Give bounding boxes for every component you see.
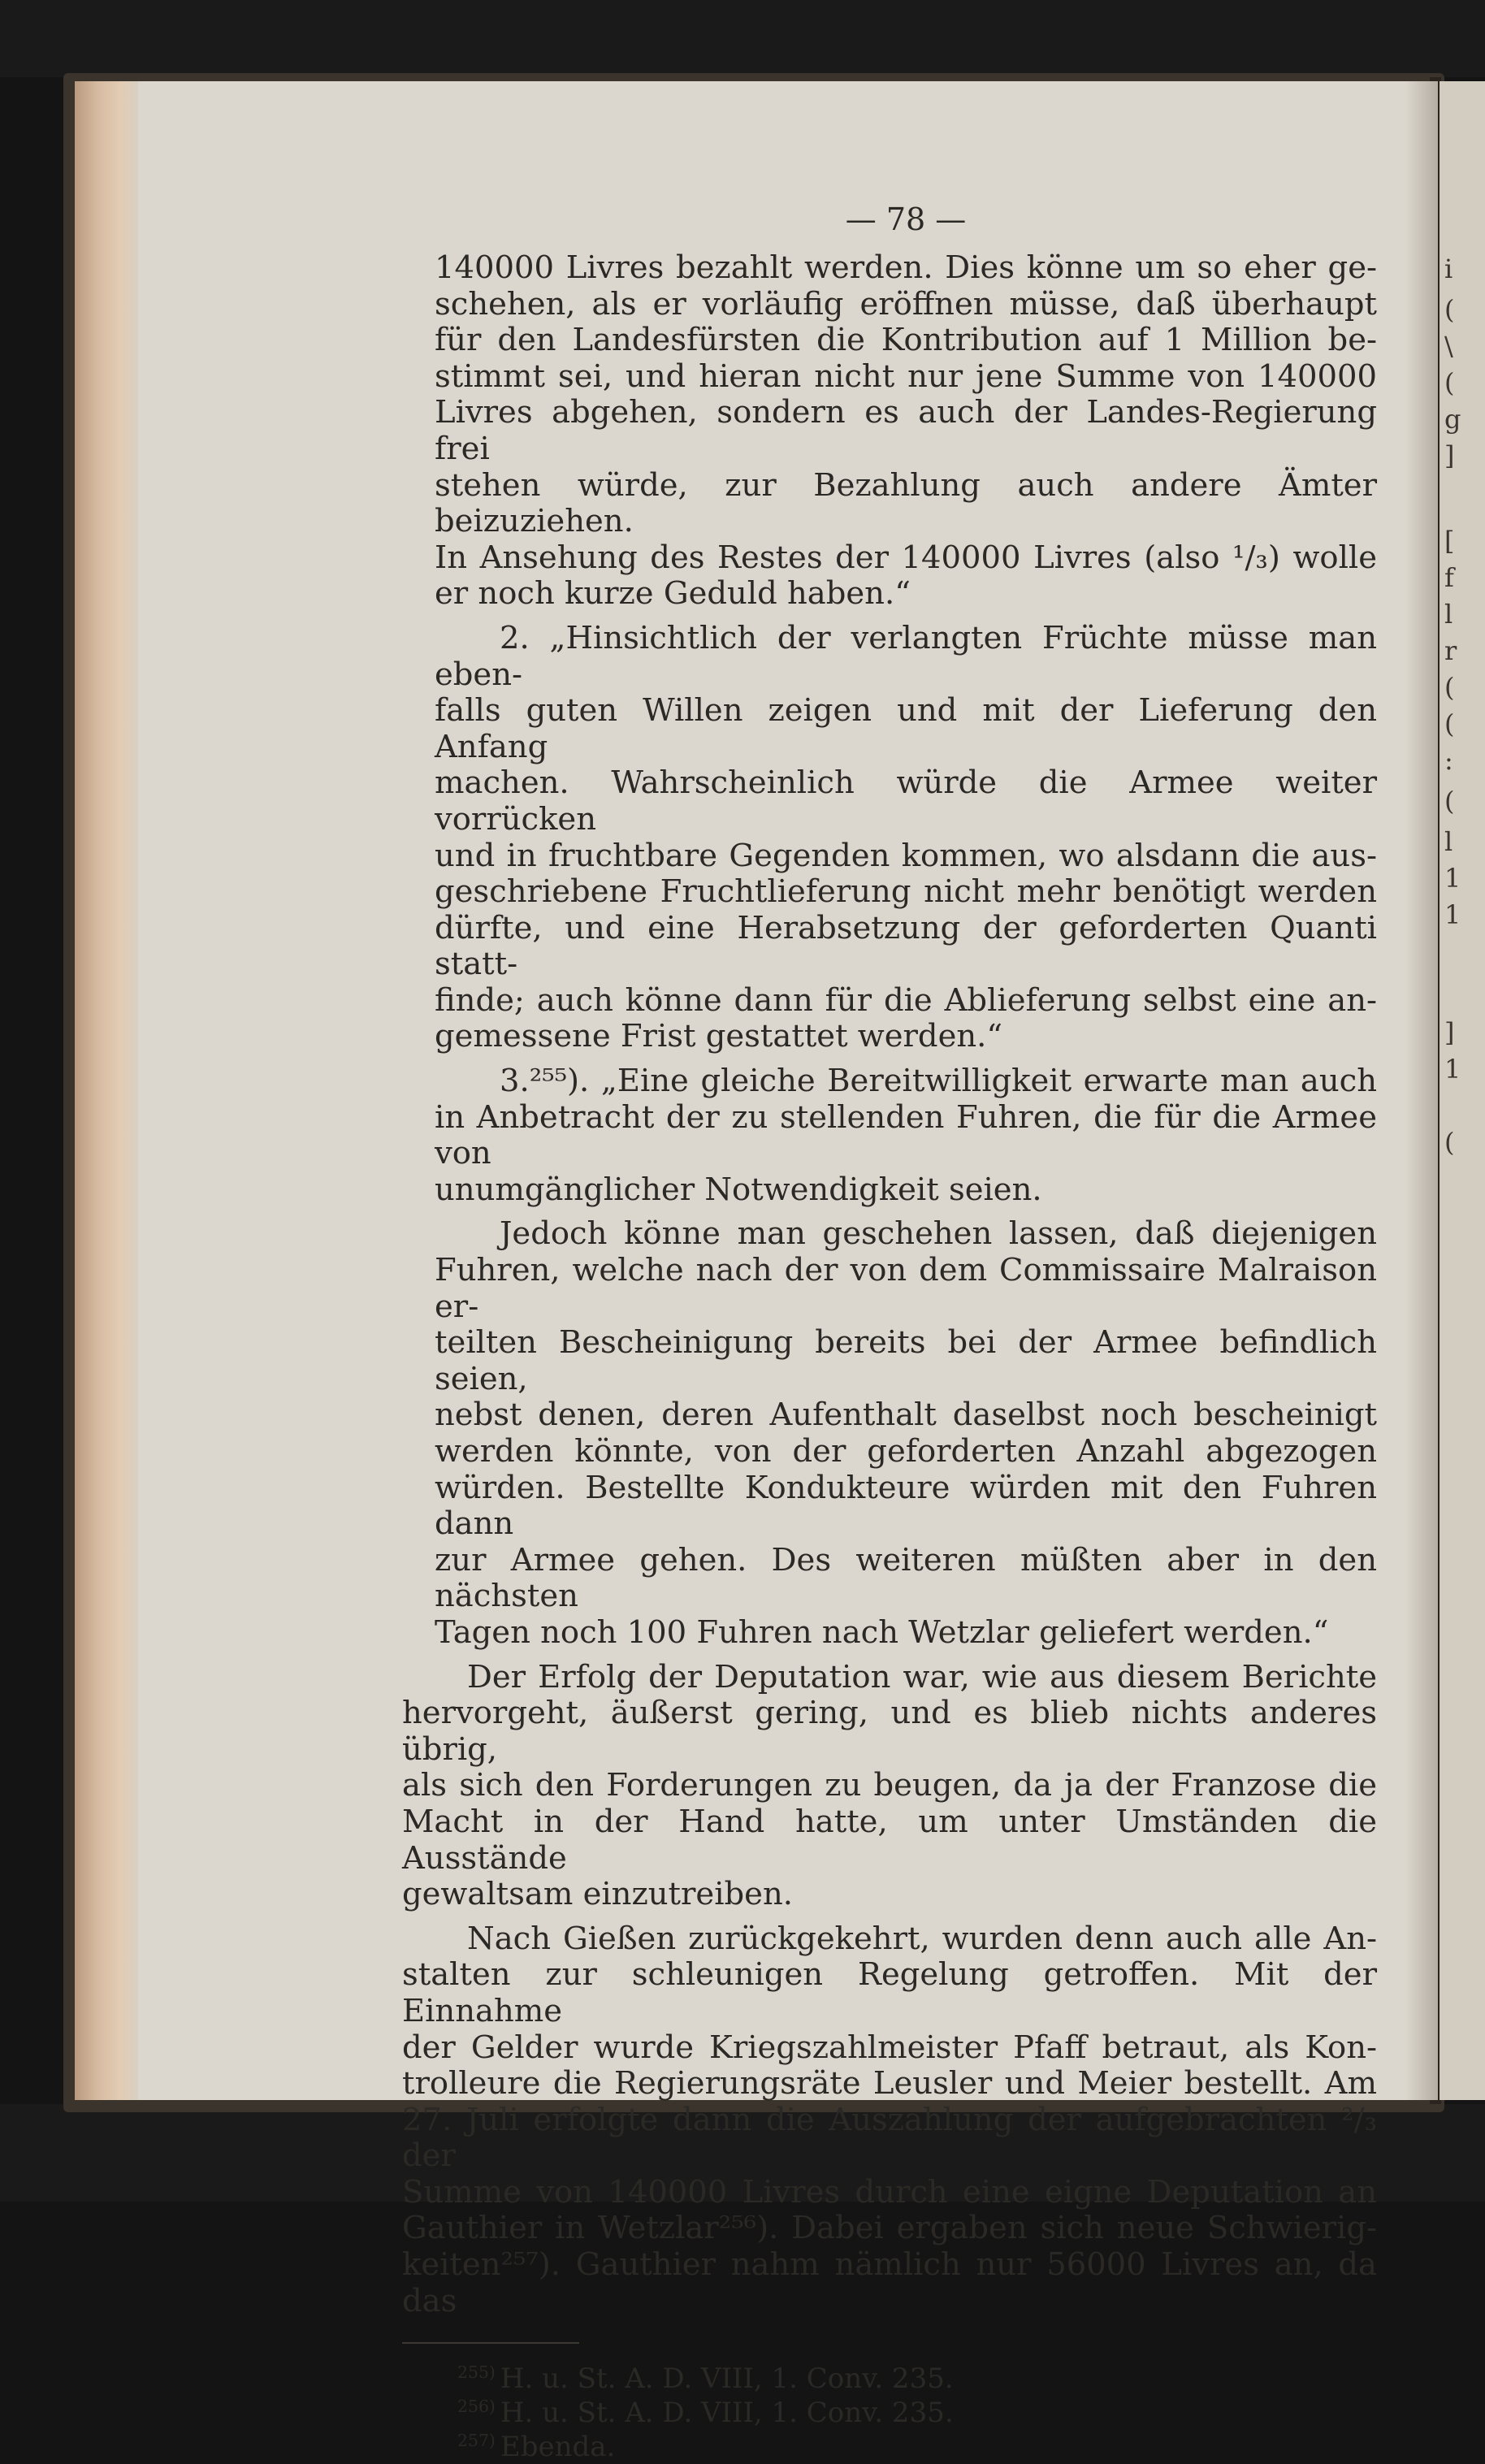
facing-letter: r (1444, 635, 1457, 666)
text-line: würden. Bestellte Kondukteure würden mit den Fuhren dann (435, 1469, 1377, 1543)
footnote-divider (402, 2342, 579, 2344)
text-line: Nach Gießen zurückgekehrt, wurden denn auch alle An- (467, 1920, 1377, 1957)
text-line: stimmt sei, und hieran nicht nur jene Summe von 140000 (435, 357, 1377, 395)
text-line: er noch kurze Geduld haben.“ (435, 575, 911, 613)
text-line: schehen, als er vorläufig eröffnen müsse, daß überhaupt (435, 285, 1377, 323)
facing-letter: ( (1444, 1127, 1455, 1158)
facing-letter: ( (1444, 708, 1455, 739)
text-line: für den Landesfürsten die Kontribution auf 1 Million be- (435, 322, 1377, 359)
text-line: finde; auch könne dann für die Ablieferung selbst eine an- (435, 981, 1377, 1019)
facing-letter: 1 (1444, 863, 1461, 894)
text-line: Fuhren, welche nach der von dem Commissaire Malraison er- (435, 1252, 1377, 1325)
facing-letter: \ (1444, 331, 1453, 362)
text-line: zur Armee gehen. Des weiteren müßten aber in den nächsten (435, 1541, 1377, 1615)
text-line: falls guten Willen zeigen und mit der Lieferung den Anfang (435, 692, 1377, 765)
text-line: Livres abgehen, sondern es auch der Landes-Regierung frei (435, 394, 1377, 467)
text-line: Der Erfolg der Deputation war, wie aus diesem Berichte (467, 1658, 1377, 1695)
text-line: In Ansehung des Restes der 140000 Livres (also ¹/₃) wolle (435, 539, 1377, 576)
facing-letter: ] (1444, 440, 1455, 471)
text-line: unumgänglicher Notwendigkeit seien. (435, 1171, 1042, 1208)
text-line: in Anbetracht der zu stellenden Fuhren, die für die Armee von (435, 1098, 1377, 1172)
paragraph (402, 1920, 1377, 2320)
facing-letter: l (1444, 826, 1453, 857)
facing-letter: 1 (1444, 1054, 1461, 1085)
facing-letter: g (1444, 404, 1461, 435)
footnote-mark: 257) (457, 2430, 496, 2450)
footnote-text: H. u. St. A. D. VIII, 1. Conv. 235. (500, 2397, 954, 2430)
footnote-mark: 255) (457, 2362, 496, 2382)
text-line: Summe von 140000 Livres durch eine eigne Deputation an (402, 2173, 1377, 2211)
facing-letter: l (1444, 599, 1453, 630)
footnote (457, 2430, 1377, 2464)
text-line: Gauthier in Wetzlar²⁵⁶). Dabei ergaben sich neue Schwierig- (402, 2210, 1377, 2247)
text-line: teilten Bescheinigung bereits bei der Armee befindlich seien, (435, 1324, 1377, 1397)
facing-letter: ( (1444, 294, 1455, 325)
text-line: hervorgeht, äußerst gering, und es blieb nichts anderes übrig, (402, 1695, 1377, 1768)
page-number: — 78 — (845, 201, 967, 237)
footnotes (435, 2362, 1377, 2464)
footnote-mark: 256) (457, 2396, 496, 2416)
scan-background-top (0, 0, 1485, 77)
text-line: 3.²⁵⁵). „Eine gleiche Bereitwilligkeit erwarte man auch (500, 1063, 1377, 1100)
facing-letter: [ (1444, 526, 1455, 556)
page-edges (75, 81, 140, 2100)
facing-letter: i (1444, 253, 1453, 284)
text-line: nebst denen, deren Aufenthalt daselbst noch bescheinigt (435, 1397, 1377, 1434)
paragraph (435, 250, 1377, 613)
text-line: 27. Juli erfolgte dann die Auszahlung der aufgebrachten ²/₃ der (402, 2101, 1377, 2175)
facing-page-edge (1440, 81, 1485, 2100)
facing-letter: f (1444, 562, 1454, 593)
text-line: als sich den Forderungen zu beugen, da ja der Franzose die (402, 1767, 1377, 1804)
text-line: trolleure die Regierungsräte Leusler und Meier bestellt. Am (402, 2065, 1377, 2102)
paragraph (402, 1658, 1377, 1913)
paragraph (435, 1216, 1377, 1651)
text-line: stehen würde, zur Bezahlung auch andere Ämter beizuziehen. (435, 466, 1377, 540)
text-line: stalten zur schleunigen Regelung getroffen. Mit der Einnahme (402, 1956, 1377, 2029)
page-content (402, 201, 1377, 2464)
text-line: keiten²⁵⁷). Gauthier nahm nämlich nur 56000 Livres an, da das (402, 2246, 1377, 2319)
footnote (457, 2396, 1377, 2430)
facing-letter: 1 (1444, 899, 1461, 930)
paragraph (435, 1063, 1377, 1208)
text-line: werden könnte, von der geforderten Anzahl abgezogen (435, 1433, 1377, 1470)
text-line: gemessene Frist gestattet werden.“ (435, 1018, 1003, 1055)
text-line: Jedoch könne man geschehen lassen, daß diejenigen (500, 1215, 1377, 1253)
footnote-text: H. u. St. A. D. VIII, 1. Conv. 235. (500, 2362, 954, 2396)
text-line: 2. „Hinsichtlich der verlangten Früchte müsse man eben- (435, 619, 1377, 693)
paragraph (435, 621, 1377, 1055)
facing-letter: ( (1444, 672, 1455, 703)
text-line: gewaltsam einzutreiben. (402, 1876, 793, 1913)
text-line: 140000 Livres bezahlt werden. Dies könne um so eher ge- (435, 249, 1377, 286)
text-line: machen. Wahrscheinlich würde die Armee weiter vorrücken (435, 764, 1377, 838)
footnote (457, 2362, 1377, 2396)
text-line: Tagen noch 100 Fuhren nach Wetzlar geliefert werden.“ (435, 1613, 1329, 1651)
text-line: und in fruchtbare Gegenden kommen, wo alsdann die aus- (435, 837, 1377, 874)
text-line: der Gelder wurde Kriegszahlmeister Pfaff betraut, als Kon- (402, 2029, 1377, 2066)
facing-letter: ( (1444, 367, 1455, 398)
facing-letter: : (1444, 745, 1453, 776)
footnote-text: Ebenda. (500, 2431, 616, 2464)
text-line: Macht in der Hand hatte, um unter Umständen die Ausstände (402, 1803, 1377, 1877)
text-line: geschriebene Fruchtlieferung nicht mehr benötigt werden (435, 873, 1377, 911)
facing-letter: ] (1444, 1017, 1455, 1048)
facing-letter: ( (1444, 786, 1455, 816)
text-line: dürfte, und eine Herabsetzung der geforderten Quanti statt- (435, 909, 1377, 983)
